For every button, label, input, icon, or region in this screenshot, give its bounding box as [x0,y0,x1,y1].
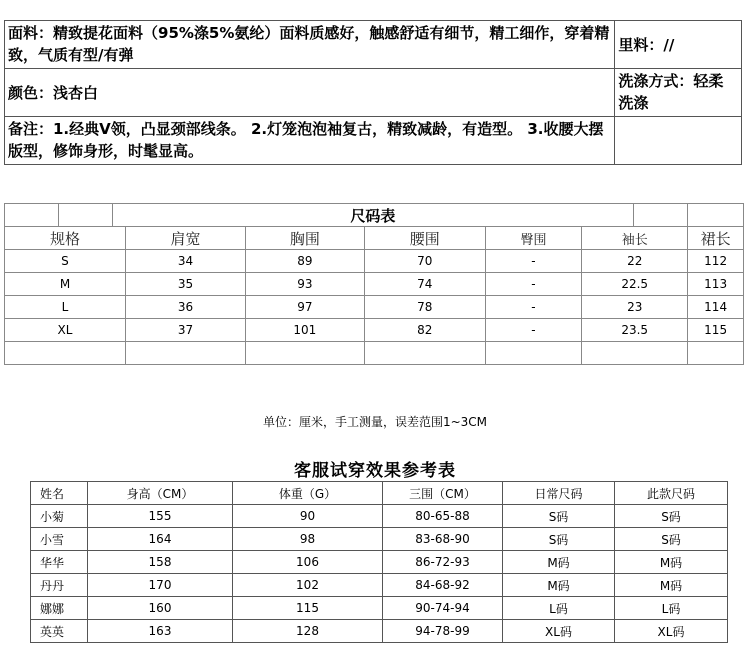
size-cell: S [5,250,126,273]
tryon-cell: M码 [503,551,615,574]
title-blank-cell [5,204,59,227]
header-cell: 腰围 [364,227,485,250]
size-cell: 101 [245,319,364,342]
tryon-cell: 98 [233,528,383,551]
size-cell: 93 [245,273,364,296]
tryon-cell: 80-65-88 [383,505,503,528]
tryon-row [31,551,728,574]
tryon-cell: 115 [233,597,383,620]
header-cell: 袖长 [582,227,688,250]
title-blank-cell [688,204,744,227]
empty-cell [582,342,688,365]
header-cell: 此款尺码 [615,482,728,505]
size-cell: 97 [245,296,364,319]
title-blank-cell [58,204,113,227]
size-cell: 35 [125,273,245,296]
size-cell: 114 [688,296,744,319]
tryon-cell: L码 [503,597,615,620]
empty-cell [485,342,581,365]
tryon-cell: 128 [233,620,383,643]
header-cell: 胸围 [245,227,364,250]
header-cell: 臀围 [485,227,581,250]
empty-cell [5,342,126,365]
tryon-cell: 小菊 [31,505,88,528]
size-cell: 23 [582,296,688,319]
empty-cell [364,342,485,365]
empty-cell [245,342,364,365]
tryon-cell: 86-72-93 [383,551,503,574]
size-chart-title: 尺码表 [113,204,634,227]
tryon-cell: 小雪 [31,528,88,551]
title-blank-cell [633,204,688,227]
tryon-cell: 164 [88,528,233,551]
size-cell: - [485,273,581,296]
size-row [5,273,744,296]
header-cell: 裙长 [688,227,744,250]
size-cell: 74 [364,273,485,296]
header-cell: 身高（CM） [88,482,233,505]
tryon-cell: 英英 [31,620,88,643]
tryon-cell: M码 [503,574,615,597]
size-chart-table [4,203,744,365]
size-cell: 22 [582,250,688,273]
header-cell: 体重（G） [233,482,383,505]
tryon-cell: 158 [88,551,233,574]
size-row [5,296,744,319]
size-cell: L [5,296,126,319]
size-row [5,319,744,342]
tryon-cell: S码 [615,528,728,551]
empty-cell [688,342,744,365]
size-cell: 89 [245,250,364,273]
tryon-cell: L码 [615,597,728,620]
tryon-cell: 83-68-90 [383,528,503,551]
lining-info: 里料：// [615,21,742,69]
empty-cell [615,117,742,165]
size-header-row [5,227,744,250]
tryon-cell: 90 [233,505,383,528]
size-cell: 70 [364,250,485,273]
size-cell: 36 [125,296,245,319]
notes-info: 备注：1.经典V领，凸显颈部线条。 2.灯笼泡泡袖复古，精致减龄，有造型。 3.收腰大摆版型，修饰身形，时髦显高。 [5,117,615,165]
size-cell: 22.5 [582,273,688,296]
size-cell: 37 [125,319,245,342]
tryon-row [31,597,728,620]
size-cell: 78 [364,296,485,319]
tryon-cell: XL码 [503,620,615,643]
tryon-cell: 155 [88,505,233,528]
tryon-row [31,620,728,643]
tryon-cell: XL码 [615,620,728,643]
tryon-row [31,574,728,597]
tryon-cell: 163 [88,620,233,643]
tryon-cell: M码 [615,551,728,574]
size-cell: 113 [688,273,744,296]
tryon-cell: 106 [233,551,383,574]
tryon-cell: 华华 [31,551,88,574]
size-empty-row [5,342,744,365]
tryon-cell: 丹丹 [31,574,88,597]
tryon-cell: S码 [503,505,615,528]
header-cell: 肩宽 [125,227,245,250]
fabric-info: 面料：精致提花面料（95%涤5%氨纶）面料质感好，触感舒适有细节，精工细作，穿着精致，气质有型/有弹 [5,21,615,69]
tryon-cell: 160 [88,597,233,620]
size-cell: 82 [364,319,485,342]
size-cell: 34 [125,250,245,273]
tryon-cell: 102 [233,574,383,597]
size-row [5,250,744,273]
size-cell: - [485,250,581,273]
header-cell: 三围（CM） [383,482,503,505]
tryon-table [30,481,728,643]
tryon-cell: S码 [503,528,615,551]
header-cell: 规格 [5,227,126,250]
tryon-cell: 84-68-92 [383,574,503,597]
header-cell: 姓名 [31,482,88,505]
size-cell: M [5,273,126,296]
tryon-cell: 90-74-94 [383,597,503,620]
tryon-row [31,505,728,528]
tryon-row [31,528,728,551]
tryon-cell: 170 [88,574,233,597]
color-info: 颜色：浅杏白 [5,69,615,117]
tryon-title: 客服试穿效果参考表 [294,461,456,481]
header-cell: 日常尺码 [503,482,615,505]
unit-note: 单位：厘米，手工测量，误差范围1~3CM [262,415,488,429]
wash-info: 洗涤方式：轻柔洗涤 [615,69,742,117]
size-cell: - [485,319,581,342]
size-cell: XL [5,319,126,342]
tryon-header-row [31,482,728,505]
size-cell: 115 [688,319,744,342]
empty-cell [125,342,245,365]
tryon-cell: 94-78-99 [383,620,503,643]
size-cell: 112 [688,250,744,273]
product-info-table [4,20,742,165]
tryon-cell: S码 [615,505,728,528]
tryon-cell: M码 [615,574,728,597]
tryon-cell: 娜娜 [31,597,88,620]
size-cell: 23.5 [582,319,688,342]
size-cell: - [485,296,581,319]
